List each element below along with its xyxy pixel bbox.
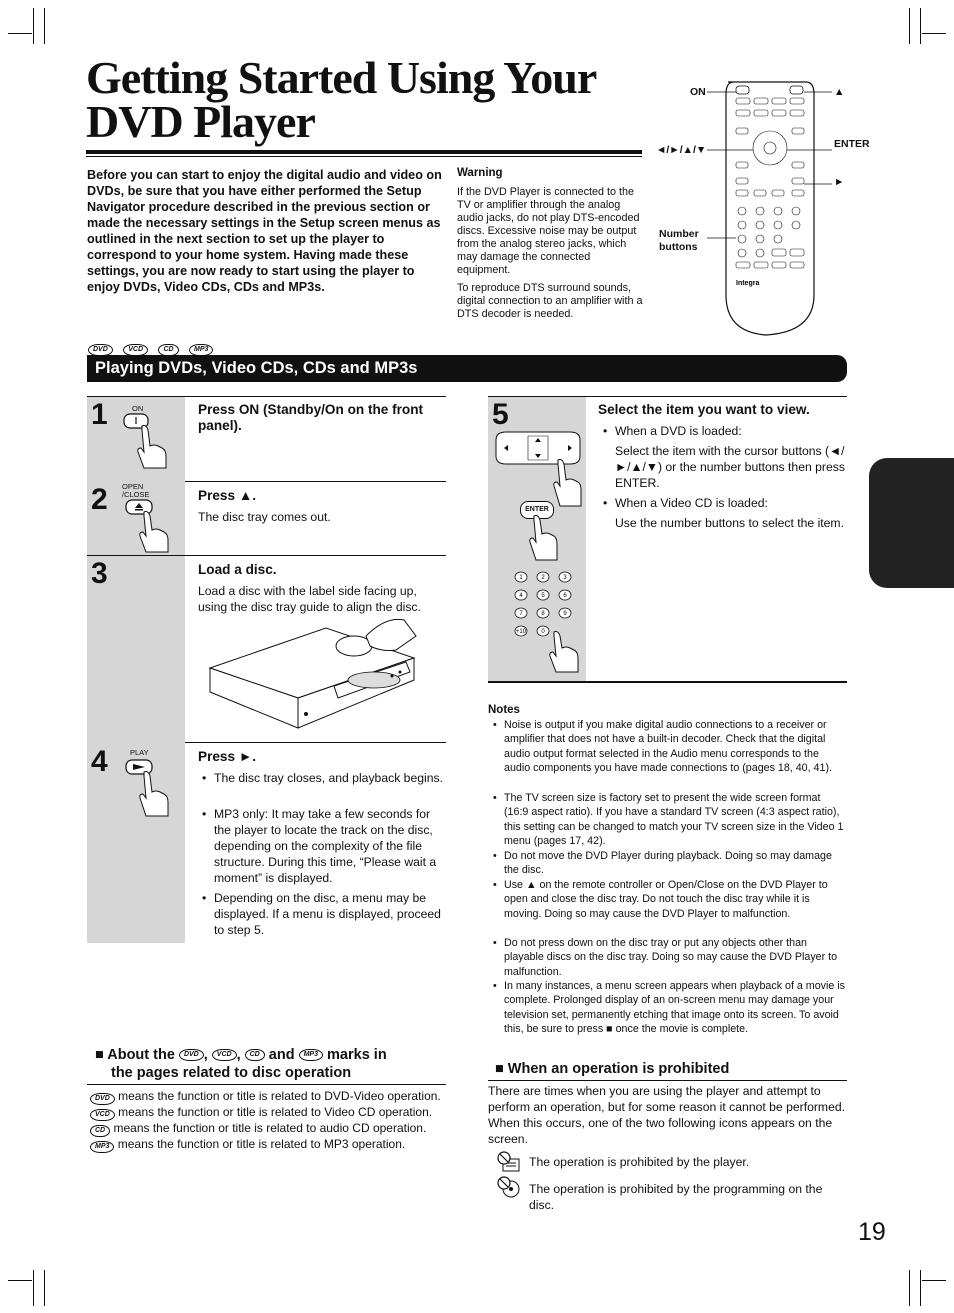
note-item: • Do not press down on the disc tray or put any objects other than playable discs on the disc tray. Doing so may cause the DVD Player to malfunction. (493, 937, 838, 978)
key-plus10: +10 (515, 629, 527, 635)
title-line-2: DVD Player (86, 96, 315, 147)
about-cd-line: CD means the function or title is related to audio CD operation. (90, 1120, 426, 1137)
key-8: 8 (541, 611, 545, 617)
prohibited-item-1: The operation is prohibited by the player. (529, 1155, 750, 1169)
badge-vcd: VCD (123, 344, 148, 356)
section-title-bar: Playing DVDs, Video CDs, CDs and MP3s (87, 355, 847, 382)
prohibited-text: There are times when you are using the player and attempt to perform an operation, but for some reason it cannot be performed. When this occurs, one of the two following icons appears on the screen. (488, 1084, 846, 1146)
title-rule-thin (86, 156, 642, 157)
step-1-number: 1 (91, 398, 108, 431)
remote-label-arrows: ◄/►/▲/▼ (656, 144, 707, 156)
remote-brand: Integra (736, 280, 760, 287)
step-5-bullet-2: • When a Video CD is loaded: (603, 496, 768, 510)
key-0: 0 (541, 629, 545, 635)
badge-cd: CD (158, 344, 178, 356)
step-5-dvd-instructions: Select the item with the cursor buttons (◄/►/▲/▼) or the number buttons then press ENTER. (615, 444, 845, 490)
step-2-number: 2 (91, 483, 108, 516)
step-5-number: 5 (492, 398, 509, 431)
on-button-press-icon (122, 412, 172, 477)
remote-label-enter: ENTER (834, 138, 870, 150)
prohibited-item-2: The operation is prohibited by the programming on the disc. (529, 1182, 823, 1212)
warning-text: If the DVD Player is connected to the TV or amplifier through the analog audio jacks, do not play DTS-encoded discs. Excessive noise may be output from the analog stereo jacks, which may damage the connected equipment. (457, 186, 640, 276)
warning-heading: Warning (457, 167, 503, 179)
key-2: 2 (541, 575, 545, 581)
step-3-text: Load a disc with the label side facing up, using the disc tray guide to align the disc. (198, 584, 421, 614)
badge-mp3: MP3 (189, 344, 213, 356)
page-title (86, 52, 646, 147)
about-heading: ■ About the DVD , VCD , CD and MP3 marks in the pages related to disc operation (95, 1047, 387, 1081)
note-item: • Do not move the DVD Player during playback. Doing so may damage the disc. (493, 850, 832, 877)
about-vcd-line: VCD means the function or title is related to Video CD operation. (90, 1104, 432, 1121)
key-1: 1 (519, 575, 523, 581)
key-5: 5 (541, 593, 545, 599)
enter-button-icon: ENTER (520, 501, 554, 519)
about-mp3-line: MP3 means the function or title is related to MP3 operation. (90, 1136, 405, 1153)
step-4-bullet-2: • MP3 only: It may take a few seconds for the player to locate the track on the disc, depending on the complexity of the file structure. During this time, “Please wait a moment” is displayed. (202, 807, 437, 885)
key-4: 4 (519, 593, 523, 599)
step-2-heading: Press ▲. (198, 488, 257, 503)
step-2-icon-label: OPEN /CLOSE (122, 482, 150, 499)
step-1-icon-label: ON (132, 404, 144, 413)
note-item: • Noise is output if you make digital audio connections to a receiver or amplifier that does not have a built-in decoder. Check that the digital audio output format selected in the Audio menu corresponds to the audio components you have made connections to (pages 18, 40, 41). (493, 719, 832, 775)
title-line-1: Getting Started Using Your (86, 52, 597, 103)
disc-badges (88, 338, 213, 356)
key-7: 7 (519, 611, 523, 617)
chapter-side-tab (869, 458, 954, 588)
step-5-heading: Select the item you want to view. (598, 402, 810, 417)
intro-paragraph: Before you can start to enjoy the digital audio and video on DVDs, be sure that you have either performed the Setup Navigator procedure described in the previous section or made the necessary settings in the Setup screen menus as outlined in the next section to set up the player to correspond to your home system. Having made these settings, you are now ready to start using the player to enjoy DVDs, Video CDs, CDs and MP3s. (87, 168, 442, 294)
remote-label-on: ON (690, 86, 706, 98)
title-rule (86, 150, 642, 154)
note-item: • The TV screen size is factory set to present the wide screen format (16:9 aspect ratio). If you have a standard TV screen (4:3 aspect ratio), this setting can be changed to match your TV screen size in the Video 1 menu (pages 17, 42). (493, 792, 844, 848)
notes-heading: Notes (488, 704, 520, 716)
remote-label-eject: ▲ (834, 86, 845, 98)
step-1-heading: Press ON (Standby/On on the front panel). (198, 402, 424, 433)
step-4-icon-label: PLAY (130, 748, 149, 757)
play-button-press-icon (124, 758, 174, 823)
page-number: 19 (858, 1218, 886, 1246)
remote-control-illustration (656, 80, 876, 340)
badge-dvd: DVD (179, 1049, 204, 1061)
step-3-number: 3 (91, 557, 108, 590)
step-4-bullet-3: • Depending on the disc, a menu may be displayed. If a menu is displayed, proceed to step 5. (202, 891, 441, 937)
enter-press-hand-icon (528, 514, 558, 567)
step-4-number: 4 (91, 745, 108, 778)
steps-gray-column (87, 397, 185, 943)
dvd-player-loading-illustration (206, 606, 420, 741)
remote-label-play: ► (834, 176, 845, 188)
remote-label-number-buttons: Number buttons (659, 228, 699, 253)
badge-dvd: DVD (88, 344, 113, 356)
note-item: • In many instances, a menu screen appears when playback of a movie is complete. Prolonged display of an on-screen menu may damage your television set, permanently etching that image onto its screen. To avoid this, be sure to press ■ once the movie is complete. (493, 980, 845, 1036)
key-9: 9 (563, 611, 567, 617)
note-item: • Use ▲ on the remote controller or Open/Close on the DVD Player to open and close the disc tray. Do not touch the disc tray while it is moving. Doing so may cause the DVD Player to malfunction. (493, 879, 828, 920)
badge-cd: CD (245, 1049, 265, 1061)
step-3-heading: Load a disc. (198, 562, 277, 577)
about-dvd-line: DVD means the function or title is related to DVD-Video operation. (90, 1088, 441, 1105)
key-3: 3 (563, 575, 567, 581)
badge-mp3: MP3 (299, 1049, 323, 1061)
warning-text-2: To reproduce DTS surround sounds, digital connection to an amplifier with a DTS decoder is needed. (457, 282, 643, 320)
badge-vcd: VCD (212, 1049, 237, 1061)
step-2-text: The disc tray comes out. (198, 510, 331, 524)
step-4-heading: Press ►. (198, 749, 257, 764)
keypad-press-hand-icon (548, 630, 580, 679)
key-6: 6 (563, 593, 567, 599)
step-4-bullet-1: • The disc tray closes, and playback begins. (202, 771, 443, 785)
prohibited-player-icon (497, 1151, 521, 1178)
eject-button-press-icon (124, 498, 174, 559)
step-5-bullet-1: • When a DVD is loaded: (603, 424, 742, 438)
step-5-vcd-instructions: Use the number buttons to select the item. (615, 516, 844, 530)
prohibited-disc-icon (497, 1176, 521, 1203)
prohibited-heading: ■ When an operation is prohibited (495, 1061, 730, 1077)
